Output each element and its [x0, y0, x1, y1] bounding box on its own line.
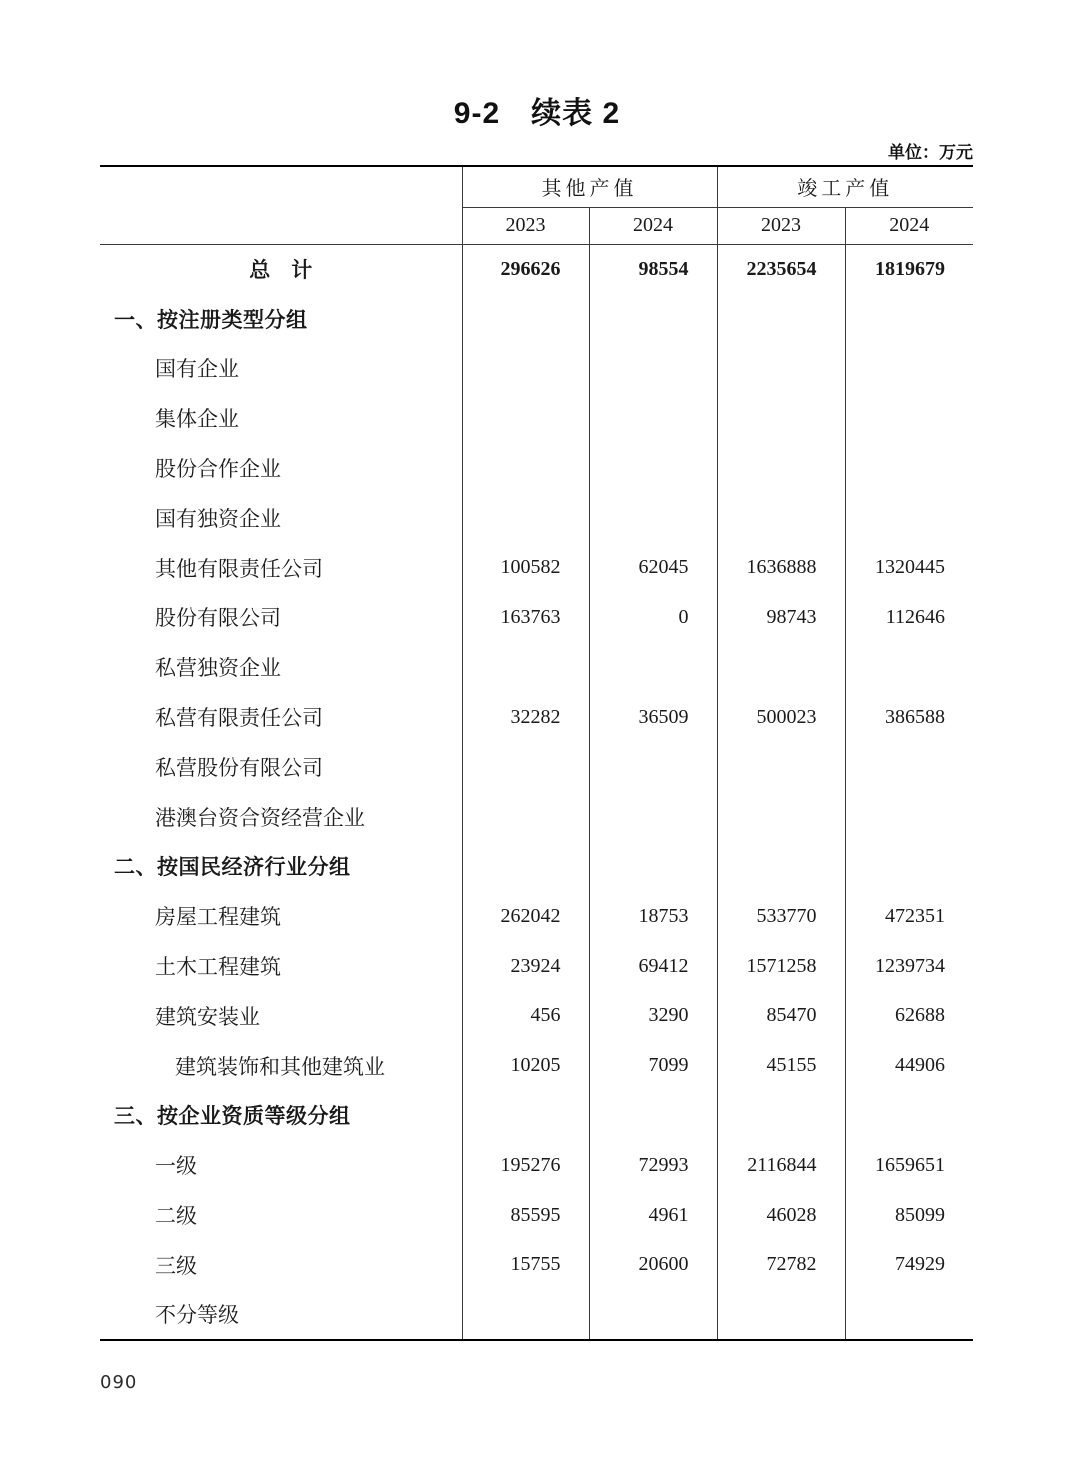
row-label: 集体企业 [100, 393, 462, 443]
value-cell [589, 344, 717, 394]
year-header: 2023 [462, 207, 589, 244]
unit-label: 单位：万元 [888, 143, 973, 162]
column-group-completed-output: 竣工产值 [717, 166, 973, 207]
value-cell: 44906 [895, 1054, 945, 1077]
table-row [100, 1240, 973, 1290]
value-cell [845, 1290, 973, 1340]
row-label: 港澳台资合资经营企业 [100, 792, 462, 842]
value-cell [717, 443, 845, 493]
value-cell [462, 642, 589, 692]
value-cell [717, 344, 845, 394]
value-cell [845, 642, 973, 692]
table-row [100, 792, 973, 842]
value-cell [717, 842, 845, 892]
value-cell [717, 393, 845, 443]
value-cell [589, 792, 717, 842]
value-cell: 85099 [895, 1203, 945, 1226]
value-cell: 36509 [589, 692, 717, 742]
table-row [100, 891, 973, 941]
row-label: 私营股份有限公司 [100, 742, 462, 792]
value-cell [845, 493, 973, 543]
value-cell: 85595 [462, 1190, 589, 1240]
value-cell [462, 792, 589, 842]
row-label: 建筑安装业 [100, 991, 462, 1041]
value-cell: 46028 [717, 1190, 845, 1240]
value-cell [462, 1091, 589, 1141]
value-cell: 3290 [589, 991, 717, 1041]
value-cell: 69412 [589, 941, 717, 991]
value-cell: 533770 [717, 891, 845, 941]
value-cell [845, 1091, 973, 1141]
value-cell: 1571258 [717, 941, 845, 991]
table-row [100, 244, 973, 294]
value-cell [717, 1290, 845, 1340]
table-row [100, 593, 973, 643]
value-cell: 1636888 [717, 543, 845, 593]
value-cell [462, 842, 589, 892]
value-cell [462, 493, 589, 543]
table-row [100, 842, 973, 892]
table-row [100, 1140, 973, 1190]
row-label: 其他有限责任公司 [100, 543, 462, 593]
row-label: 三、按企业资质等级分组 [100, 1091, 462, 1141]
table-row [100, 692, 973, 742]
value-cell [589, 1290, 717, 1340]
table-row [100, 1091, 973, 1141]
value-cell: 100582 [462, 543, 589, 593]
value-cell: 45155 [717, 1041, 845, 1091]
value-cell: 163763 [462, 593, 589, 643]
row-label: 股份有限公司 [100, 593, 462, 643]
value-cell: 62688 [895, 1004, 945, 1027]
value-cell [845, 842, 973, 892]
row-label: 总 计 [100, 244, 462, 294]
table-row [100, 493, 973, 543]
value-cell: 1239734 [875, 954, 945, 977]
value-cell: 23924 [462, 941, 589, 991]
value-cell [717, 294, 845, 344]
value-cell: 4961 [589, 1190, 717, 1240]
value-cell: 32282 [462, 692, 589, 742]
value-cell: 98554 [589, 244, 717, 294]
table-row [100, 393, 973, 443]
value-cell: 456 [462, 991, 589, 1041]
header-group-row [100, 166, 973, 207]
value-cell: 195276 [462, 1140, 589, 1190]
value-cell [589, 393, 717, 443]
row-label: 建筑装饰和其他建筑业 [100, 1041, 462, 1091]
value-cell [589, 642, 717, 692]
value-cell [717, 1091, 845, 1141]
value-cell: 62045 [589, 543, 717, 593]
year-header: 2023 [717, 207, 845, 244]
row-label: 土木工程建筑 [100, 941, 462, 991]
value-cell [717, 792, 845, 842]
value-cell: 7099 [589, 1041, 717, 1091]
value-cell [845, 344, 973, 394]
table-row [100, 991, 973, 1041]
table-row [100, 543, 973, 593]
value-cell: 72782 [717, 1240, 845, 1290]
value-cell [845, 294, 973, 344]
table-row [100, 941, 973, 991]
value-cell [589, 294, 717, 344]
row-label: 股份合作企业 [100, 443, 462, 493]
row-label: 三级 [100, 1240, 462, 1290]
value-cell [589, 443, 717, 493]
table-row [100, 1041, 973, 1091]
table-row [100, 1290, 973, 1340]
value-cell [845, 792, 973, 842]
value-cell [462, 393, 589, 443]
table-row [100, 443, 973, 493]
row-label: 二、按国民经济行业分组 [100, 842, 462, 892]
year-header: 2024 [589, 207, 717, 244]
value-cell: 112646 [885, 605, 945, 628]
value-cell [717, 742, 845, 792]
value-cell: 18753 [589, 891, 717, 941]
value-cell [462, 742, 589, 792]
table-row [100, 742, 973, 792]
value-cell: 262042 [462, 891, 589, 941]
row-label: 二级 [100, 1190, 462, 1240]
value-cell: 1659651 [875, 1153, 945, 1176]
stub-header-cell [100, 166, 462, 244]
value-cell: 2116844 [717, 1140, 845, 1190]
table-body [100, 244, 973, 1340]
row-label: 私营独资企业 [100, 642, 462, 692]
table-row [100, 1190, 973, 1240]
value-cell: 2235654 [717, 244, 845, 294]
value-cell: 72993 [589, 1140, 717, 1190]
value-cell: 386588 [885, 705, 945, 728]
value-cell [589, 1091, 717, 1141]
row-label: 一、按注册类型分组 [100, 294, 462, 344]
value-cell [845, 742, 973, 792]
row-label: 国有独资企业 [100, 493, 462, 543]
row-label: 国有企业 [100, 344, 462, 394]
row-label: 房屋工程建筑 [100, 891, 462, 941]
row-label: 私营有限责任公司 [100, 692, 462, 742]
value-cell [589, 493, 717, 543]
value-cell [462, 443, 589, 493]
value-cell [589, 842, 717, 892]
value-cell: 98743 [717, 593, 845, 643]
value-cell: 10205 [462, 1041, 589, 1091]
value-cell: 85470 [717, 991, 845, 1041]
value-cell: 20600 [589, 1240, 717, 1290]
table-row [100, 344, 973, 394]
value-cell: 1819679 [875, 257, 945, 280]
value-cell [717, 642, 845, 692]
value-cell: 1320445 [875, 556, 945, 579]
value-cell [845, 443, 973, 493]
value-cell: 15755 [462, 1240, 589, 1290]
value-cell: 500023 [717, 692, 845, 742]
value-cell [462, 294, 589, 344]
year-header: 2024 [845, 207, 973, 244]
column-group-other-output: 其他产值 [462, 166, 717, 207]
value-cell [717, 493, 845, 543]
table-row [100, 642, 973, 692]
row-label: 不分等级 [100, 1290, 462, 1340]
table-row [100, 294, 973, 344]
value-cell [462, 1290, 589, 1340]
row-label: 一级 [100, 1140, 462, 1190]
value-cell [845, 393, 973, 443]
page-number: 090 [100, 1372, 138, 1393]
value-cell: 74929 [895, 1253, 945, 1276]
statistics-table [100, 165, 973, 1341]
page-title: 9-2 续表 2 [453, 97, 621, 130]
value-cell: 296626 [462, 244, 589, 294]
value-cell [462, 344, 589, 394]
value-cell: 0 [589, 593, 717, 643]
value-cell: 472351 [885, 904, 945, 927]
value-cell [589, 742, 717, 792]
